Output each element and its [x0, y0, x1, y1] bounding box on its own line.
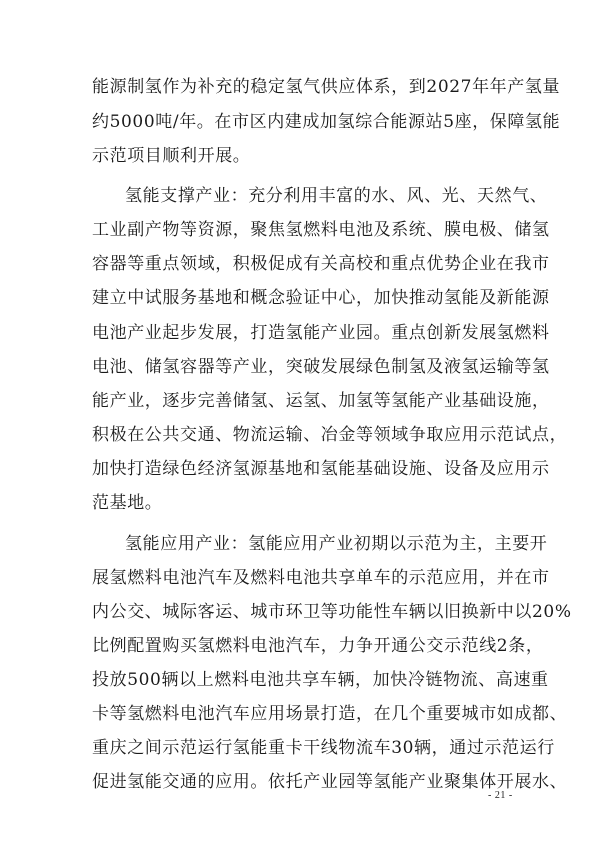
paragraph-line: 电池、储氢容器等产业，突破发展绿色制氢及液氢运输等氢	[92, 357, 550, 377]
paragraph-line: 氢能应用产业：氢能应用产业初期以示范为主，主要开	[125, 534, 548, 554]
paragraph-line: 电池产业起步发展，打造氢能产业园。重点创新发展氢燃料	[92, 323, 550, 343]
paragraph-line: 促进氢能交通的应用。依托产业园等氢能产业聚集体开展水、	[92, 772, 568, 792]
paragraph-line: 加快打造绿色经济氢源基地和氢能基础设施、设备及应用示	[92, 459, 550, 479]
paragraph-line: 比例配置购买氢燃料电池汽车，力争开通公交示范线2条，	[92, 636, 544, 656]
paragraph-line: 范基地。	[92, 493, 163, 513]
paragraph-line: 卡等氢燃料电池汽车应用场景打造，在几个重要城市如成都、	[92, 704, 568, 724]
paragraph-line: 投放500辆以上燃料电池共享车辆，加快冷链物流、高速重	[92, 670, 549, 690]
paragraph-line: 氢能支撑产业：充分利用丰富的水、风、光、天然气、	[125, 186, 548, 206]
paragraph-line: 约5000吨/年。在市区内建成加氢综合能源站5座，保障氢能	[92, 112, 561, 132]
paragraph-line: 容器等重点领域，积极促成有关高校和重点优势企业在我市	[92, 254, 550, 274]
paragraph-line: 重庆之间示范运行氢能重卡干线物流车30辆，通过示范运行	[92, 738, 555, 758]
paragraph-line: 积极在公共交通、物流运输、冶金等领域争取应用示范试点，	[92, 425, 568, 445]
paragraph-line: 内公交、城际客运、城市环卫等功能性车辆以旧换新中以20%	[92, 602, 572, 622]
paragraph-line: 能源制氢作为补充的稳定氢气供应体系，到2027年年产氢量	[92, 77, 561, 97]
paragraph-line: 工业副产物等资源，聚焦氢燃料电池及系统、膜电极、储氢	[92, 220, 550, 240]
paragraph-line: 能产业，逐步完善储氢、运氢、加氢等氢能产业基础设施，	[92, 391, 550, 411]
page-number: - 21 -	[488, 790, 513, 801]
paragraph-line: 展氢燃料电池汽车及燃料电池共享单车的示范应用，并在市	[92, 568, 550, 588]
paragraph-line: 建立中试服务基地和概念验证中心，加快推动氢能及新能源	[92, 288, 550, 308]
paragraph-line: 示范项目顺利开展。	[92, 146, 251, 166]
